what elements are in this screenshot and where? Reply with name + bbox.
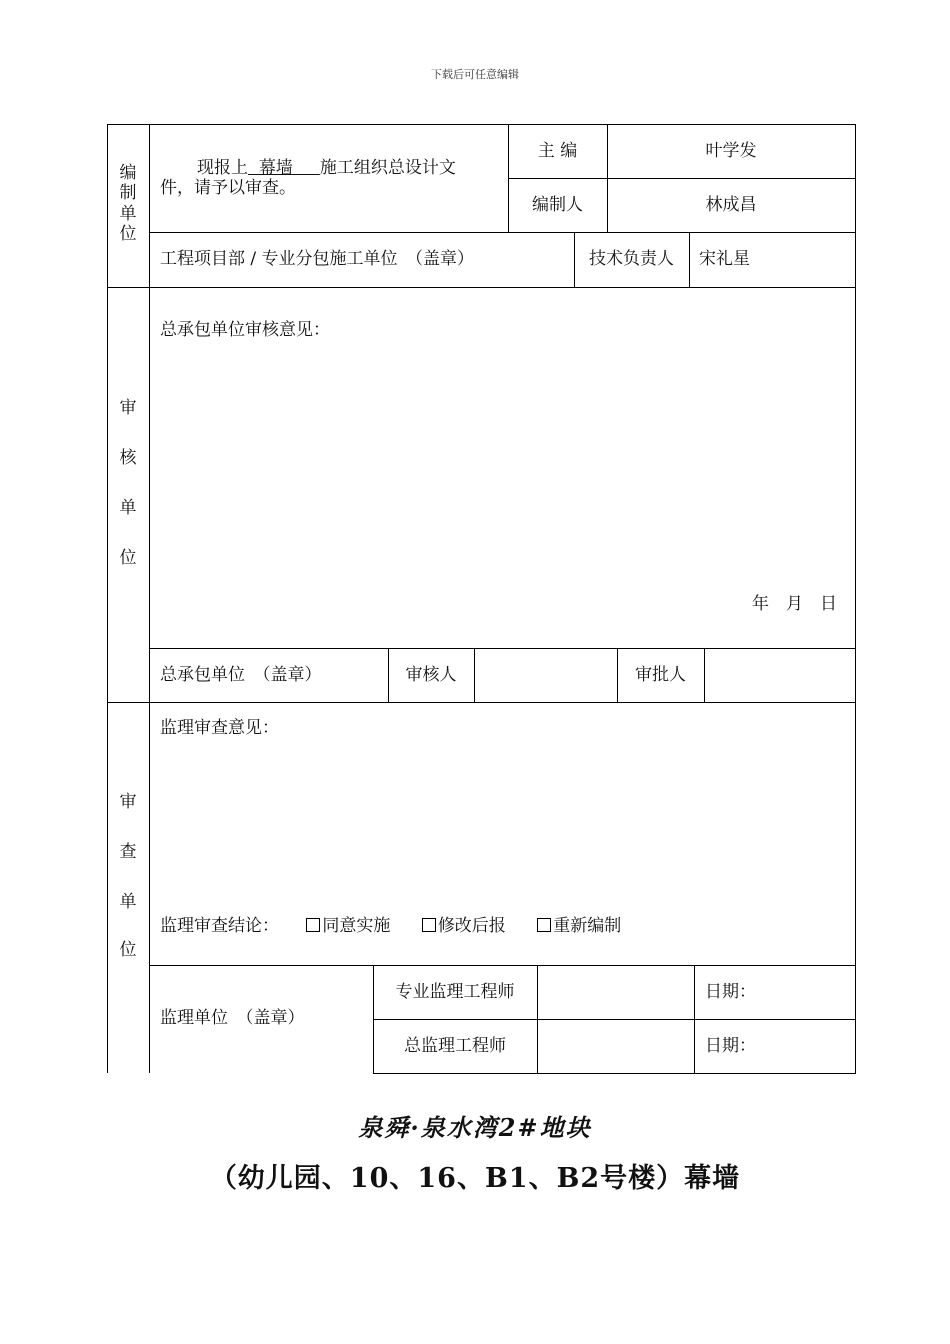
inspection-unit-char: 位 <box>119 940 137 960</box>
table-divider <box>373 1019 856 1020</box>
table-border-right <box>855 124 856 1074</box>
report-statement <box>197 158 456 178</box>
table-border-bottom <box>373 1073 856 1074</box>
supervision-conclusion-row <box>160 916 647 936</box>
project-title: 泉舜·泉水湾2#地块 <box>358 1113 592 1142</box>
checkbox-icon <box>537 918 551 932</box>
table-divider <box>149 232 856 233</box>
general-contractor-opinion-label: 总承包单位审核意见： <box>160 320 330 340</box>
supervision-unit-label: 监理单位 （盖章） <box>160 1008 305 1028</box>
review-unit-char: 审 <box>119 398 137 418</box>
report-suffix: 施工组织总设计文 <box>319 158 456 178</box>
review-unit-char: 单 <box>119 498 137 518</box>
option-approve[interactable]: 同意实施 <box>306 916 390 936</box>
supervision-opinion-label: 监理审查意见： <box>160 718 279 738</box>
report-prefix: 现报上 <box>197 158 248 178</box>
checkbox-icon <box>422 918 436 932</box>
report-subject: 幕墙 <box>258 158 293 178</box>
chief-engineer-label: 总监理工程师 <box>404 1036 506 1056</box>
project-subtitle: （幼儿园、10、16、B1、B2号楼）幕墙 <box>209 1163 741 1194</box>
table-border-left <box>107 124 108 1073</box>
date-label-1: 日期： <box>705 982 756 1002</box>
project-unit-label: 工程项目部 / 专业分包施工单位 （盖章） <box>160 249 475 269</box>
table-divider <box>704 648 705 702</box>
inspection-unit-char: 单 <box>119 892 137 912</box>
table-divider <box>694 965 695 1073</box>
compile-unit-label: 编 制 单 位 <box>119 163 137 245</box>
table-divider <box>474 648 475 702</box>
specialist-engineer-label: 专业监理工程师 <box>395 982 515 1002</box>
review-date-label: 年 月 日 <box>752 594 837 614</box>
chief-editor-label: 主 编 <box>537 141 578 161</box>
chief-editor-value: 叶学发 <box>705 141 757 161</box>
compiler-value: 林成昌 <box>705 195 757 215</box>
table-divider <box>149 124 150 1073</box>
header-note: 下载后可任意编辑 <box>431 68 519 81</box>
table-divider <box>107 702 856 703</box>
supervision-conclusion-label: 监理审查结论： <box>160 916 279 936</box>
review-unit-char: 核 <box>119 448 137 468</box>
table-border-top <box>107 124 856 125</box>
report-statement-line2: 件，请予以审查。 <box>160 178 296 198</box>
general-contractor-unit-label: 总承包单位 （盖章） <box>160 665 322 685</box>
table-divider <box>107 287 856 288</box>
inspection-unit-char: 审 <box>119 792 137 812</box>
tech-lead-value: 宋礼星 <box>699 249 750 269</box>
inspection-unit-char: 查 <box>119 842 137 862</box>
compiler-label: 编制人 <box>532 195 583 215</box>
tech-lead-label: 技术负责人 <box>589 249 674 269</box>
table-divider <box>149 965 856 966</box>
option-recompile[interactable]: 重新编制 <box>537 916 621 936</box>
review-unit-char: 位 <box>119 548 137 568</box>
approver-label: 审批人 <box>635 665 686 685</box>
checkbox-icon <box>306 918 320 932</box>
table-divider <box>508 178 856 179</box>
table-divider <box>149 648 856 649</box>
table-divider <box>537 965 538 1073</box>
date-label-2: 日期： <box>705 1036 756 1056</box>
option-revise-resubmit[interactable]: 修改后报 <box>422 916 506 936</box>
table-divider <box>689 232 690 287</box>
reviewer-label: 审核人 <box>405 665 457 685</box>
